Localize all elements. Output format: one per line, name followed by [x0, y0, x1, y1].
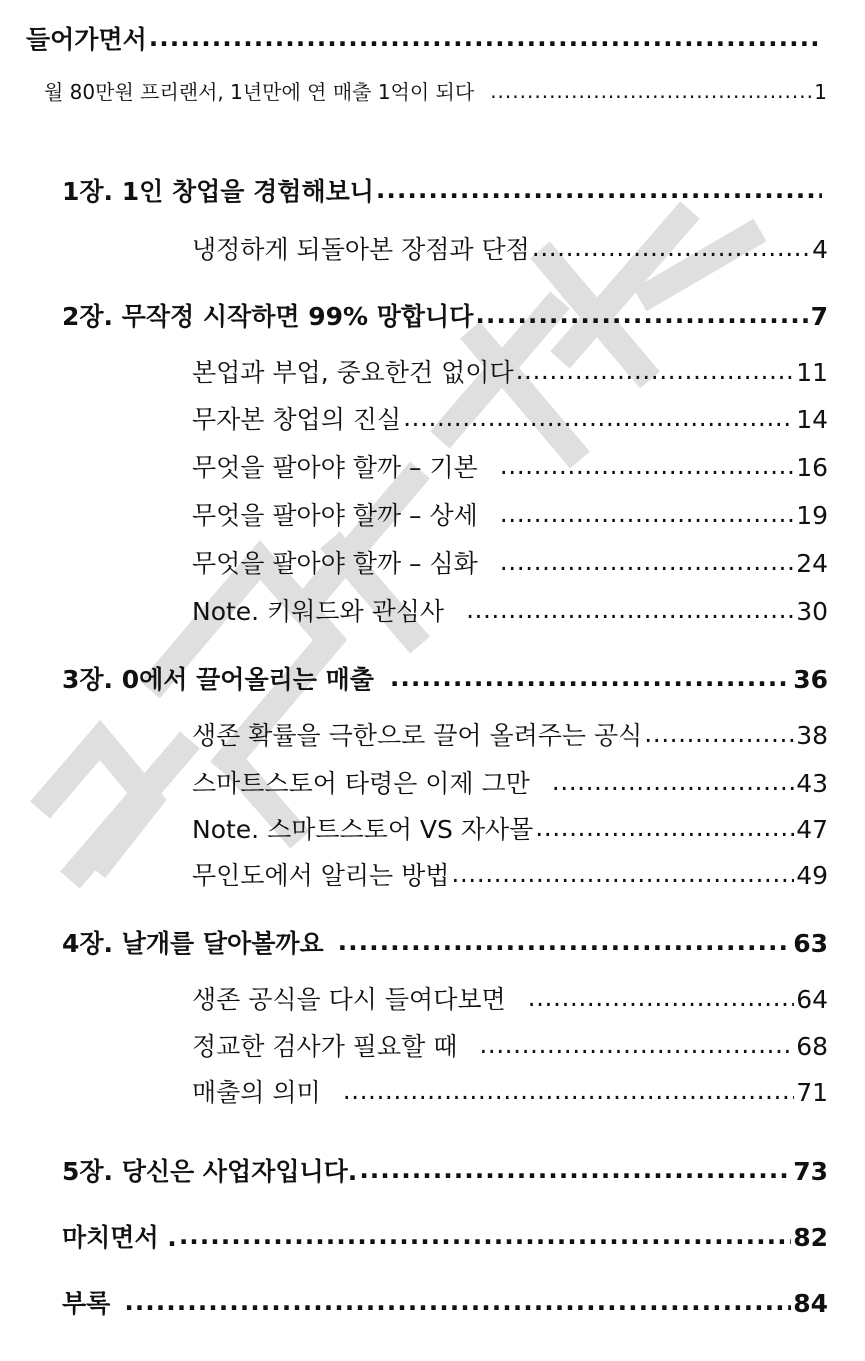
- closing-title: 마치면서 .: [62, 1223, 177, 1252]
- intro-line-page: 1: [814, 80, 827, 104]
- section-title: Note. 키워드와 관심사: [192, 597, 445, 626]
- leader-dots: [644, 719, 794, 744]
- leader-dots: [535, 813, 794, 838]
- leader-dots: [451, 859, 794, 884]
- toc-section[interactable]: [192, 764, 828, 800]
- toc-section[interactable]: [192, 496, 828, 532]
- leader-dots: [479, 1030, 794, 1055]
- section-page: 11: [796, 358, 828, 387]
- leader-dots: [376, 175, 822, 200]
- section-page: 16: [796, 453, 828, 482]
- toc-section[interactable]: [192, 400, 828, 436]
- leader-dots: [359, 1155, 791, 1180]
- leader-dots: [500, 499, 794, 524]
- section-title: 본업과 부업, 중요한건 없이다: [192, 358, 514, 387]
- section-title: 스마트스토어 타령은 이제 그만: [192, 769, 530, 798]
- appendix-title: 부록: [62, 1289, 111, 1318]
- leader-dots: [500, 451, 794, 476]
- chapter-page: 63: [793, 929, 828, 958]
- toc-section[interactable]: [192, 716, 828, 752]
- toc-chapter-5[interactable]: [62, 1152, 828, 1188]
- toc-section[interactable]: [192, 1073, 828, 1109]
- toc-section[interactable]: [192, 592, 828, 628]
- section-page: 14: [796, 405, 828, 434]
- toc-intro-heading[interactable]: [26, 20, 824, 56]
- toc-section[interactable]: [192, 1027, 828, 1063]
- section-title: 무자본 창업의 진실: [192, 405, 402, 434]
- leader-dots: [528, 983, 795, 1008]
- leader-dots: [552, 767, 794, 792]
- leader-dots: [466, 595, 794, 620]
- section-title: 생존 확률을 극한으로 끌어 올려주는 공식: [192, 721, 643, 750]
- intro-heading-text: 들어가면서: [26, 25, 147, 54]
- section-page: 38: [796, 721, 828, 750]
- appendix-page: 84: [793, 1289, 828, 1318]
- section-title: 냉정하게 되돌아본 장점과 단점: [192, 235, 530, 264]
- leader-dots: [179, 1221, 791, 1246]
- section-page: 68: [796, 1032, 828, 1061]
- leader-dots: [338, 927, 792, 952]
- chapter-title: 4장. 날개를 달아볼까요: [62, 929, 324, 958]
- leader-dots: [500, 547, 794, 572]
- toc-section[interactable]: [192, 353, 828, 389]
- toc-section[interactable]: [192, 980, 828, 1016]
- toc-section[interactable]: [192, 810, 828, 846]
- section-title: 무엇을 팔아야 할까 – 상세: [192, 501, 478, 530]
- toc-chapter-1[interactable]: [62, 172, 824, 208]
- section-page: 71: [796, 1078, 828, 1107]
- section-page: 19: [796, 501, 828, 530]
- chapter-page: 73: [793, 1157, 828, 1186]
- section-page: 64: [796, 985, 828, 1014]
- section-title: 무엇을 팔아야 할까 – 심화: [192, 549, 478, 578]
- toc-section[interactable]: [192, 856, 828, 892]
- section-title: 무엇을 팔아야 할까 – 기본: [192, 453, 478, 482]
- leader-dots: [343, 1076, 794, 1101]
- leader-dots: [532, 233, 810, 258]
- toc-section[interactable]: [192, 544, 828, 580]
- toc-closing[interactable]: [62, 1218, 828, 1254]
- leader-dots: [403, 403, 794, 428]
- section-page: 47: [796, 815, 828, 844]
- chapter-page: 7: [810, 302, 828, 331]
- section-page: 24: [796, 549, 828, 578]
- chapter-title: 3장. 0에서 끌어올리는 매출: [62, 665, 374, 694]
- toc-chapter-3[interactable]: [62, 660, 828, 696]
- leader-dots: [124, 1287, 791, 1312]
- toc-intro-line[interactable]: [44, 76, 827, 105]
- closing-page: 82: [793, 1223, 828, 1252]
- leader-dots: [390, 663, 791, 688]
- section-page: 43: [796, 769, 828, 798]
- section-page: 49: [796, 861, 828, 890]
- leader-dots: [516, 356, 795, 381]
- leader-dots: [475, 300, 808, 325]
- toc-appendix[interactable]: [62, 1284, 828, 1320]
- section-title: 정교한 검사가 필요할 때: [192, 1032, 458, 1061]
- chapter-title: 1장. 1인 창업을 경험해보니: [62, 177, 374, 206]
- intro-line-title: 월 80만원 프리랜서, 1년만에 연 매출 1억이 되다: [44, 80, 475, 104]
- leader-dots: [490, 79, 812, 99]
- leader-dots: [149, 23, 822, 48]
- section-page: 4: [812, 235, 828, 264]
- toc-section[interactable]: [192, 230, 828, 266]
- section-title: 무인도에서 알리는 방법: [192, 861, 450, 890]
- section-page: 30: [796, 597, 828, 626]
- toc-chapter-4[interactable]: [62, 924, 828, 960]
- toc-chapter-2[interactable]: [62, 297, 828, 333]
- chapter-page: 36: [793, 665, 828, 694]
- section-title: 생존 공식을 다시 들여다보면: [192, 985, 506, 1014]
- chapter-title: 5장. 당신은 사업자입니다.: [62, 1157, 358, 1186]
- chapter-title: 2장. 무작정 시작하면 99% 망합니다: [62, 302, 474, 331]
- toc-section[interactable]: [192, 448, 828, 484]
- section-title: Note. 스마트스토어 VS 자사몰: [192, 815, 534, 844]
- section-title: 매출의 의미: [192, 1078, 321, 1107]
